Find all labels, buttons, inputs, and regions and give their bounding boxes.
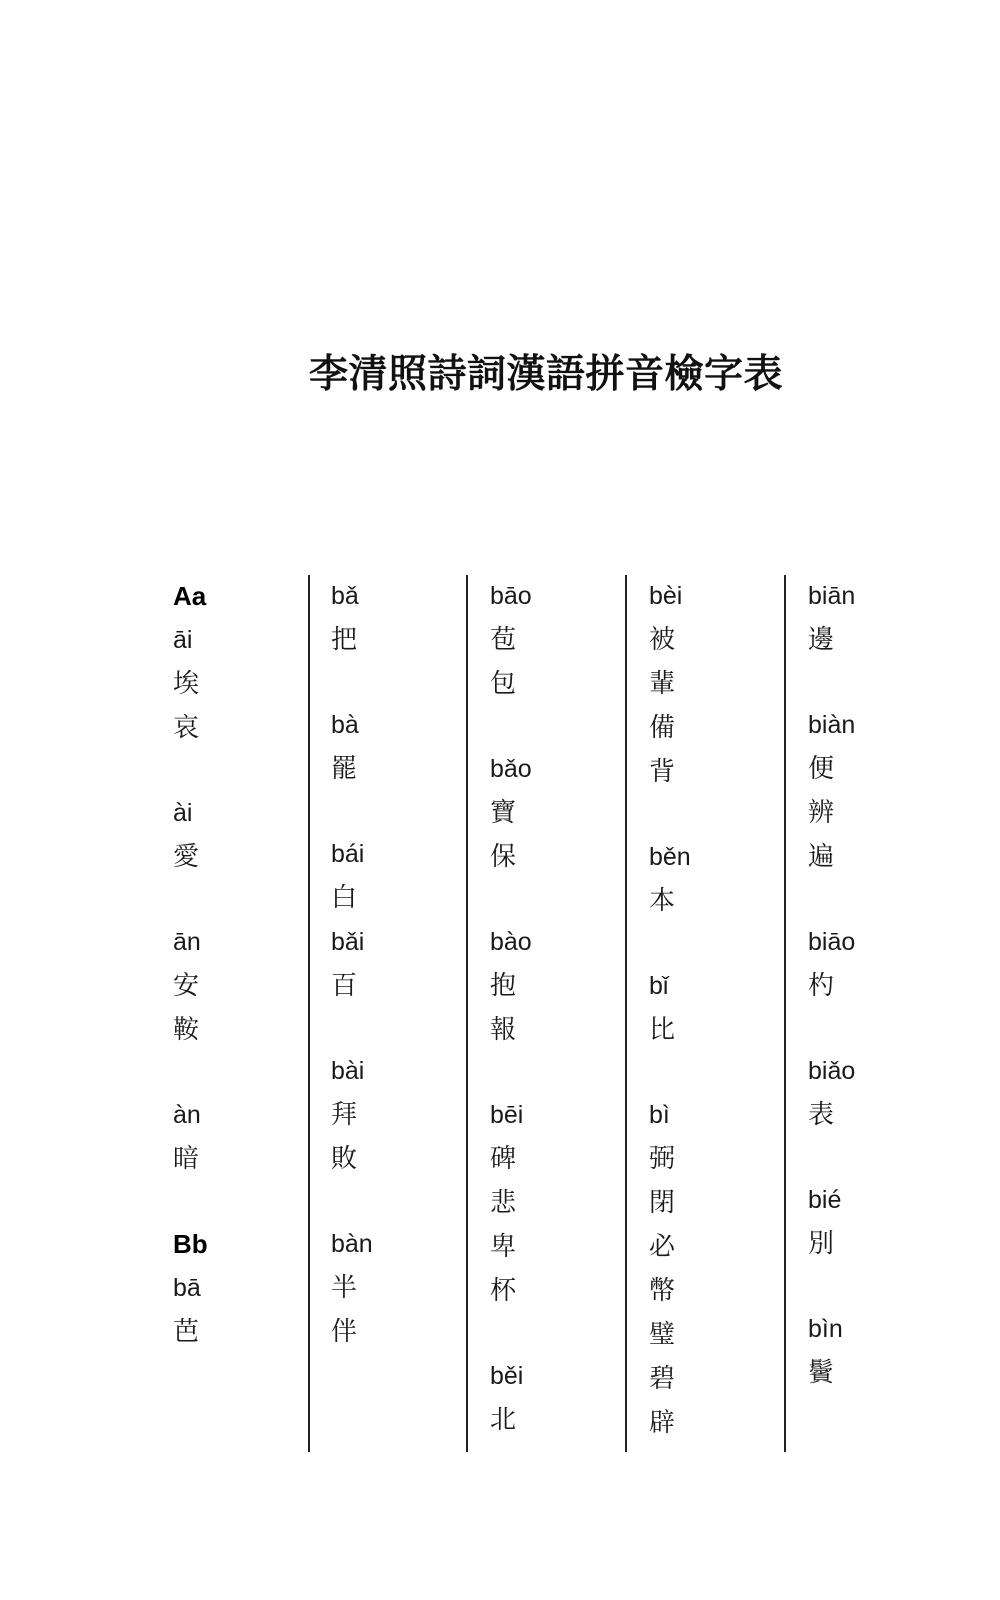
character-entry: 百 (331, 971, 358, 1001)
character-entry: 璧 (649, 1320, 676, 1350)
entry-spacer (331, 1008, 471, 1049)
entry-spacer (490, 706, 630, 747)
column-divider (466, 575, 468, 1452)
index-column-3 (490, 574, 630, 1442)
character-entry: 包 (490, 669, 517, 699)
entry-spacer (808, 1266, 948, 1307)
entry-spacer (490, 1052, 630, 1093)
entry-spacer (808, 1008, 948, 1049)
index-column-5 (808, 574, 948, 1395)
character-entry: 罷 (331, 754, 358, 784)
character-entry: 碧 (649, 1364, 676, 1394)
character-entry: 埃 (173, 669, 200, 699)
entry-spacer (808, 662, 948, 703)
character-entry: 芭 (173, 1317, 200, 1347)
pinyin-heading: biāo (808, 928, 856, 956)
character-entry: 報 (490, 1015, 517, 1045)
index-column-4 (649, 574, 789, 1445)
pinyin-heading: bǎi (331, 928, 365, 956)
character-entry: 辟 (649, 1408, 676, 1438)
character-entry: 卑 (490, 1232, 517, 1262)
pinyin-heading: bìn (808, 1315, 843, 1343)
entry-spacer (331, 791, 471, 832)
character-entry: 拜 (331, 1100, 358, 1130)
entry-spacer (331, 662, 471, 703)
character-entry: 敗 (331, 1144, 358, 1174)
character-entry: 便 (808, 754, 835, 784)
character-entry: 閉 (649, 1188, 676, 1218)
pinyin-heading: bié (808, 1186, 842, 1214)
pinyin-heading: ān (173, 928, 201, 956)
entry-spacer (649, 923, 789, 964)
character-entry: 伴 (331, 1317, 358, 1347)
pinyin-heading: bà (331, 711, 359, 739)
entry-spacer (808, 1137, 948, 1178)
pinyin-heading: bā (173, 1274, 201, 1302)
character-entry: 哀 (173, 713, 200, 743)
column-divider (625, 575, 627, 1452)
pinyin-heading: āi (173, 626, 193, 654)
character-entry: 苞 (490, 625, 517, 655)
column-divider (308, 575, 310, 1452)
entry-spacer (490, 1313, 630, 1354)
character-entry: 本 (649, 886, 676, 916)
character-entry: 備 (649, 713, 676, 743)
entry-spacer (173, 750, 313, 791)
character-entry: 半 (331, 1273, 358, 1303)
character-entry: 碑 (490, 1144, 517, 1174)
pinyin-heading: bèi (649, 582, 683, 610)
pinyin-heading: ài (173, 799, 193, 827)
character-entry: 比 (649, 1015, 676, 1045)
letter-heading: Aa (173, 581, 207, 611)
character-entry: 悲 (490, 1188, 517, 1218)
character-entry: 白 (331, 883, 358, 913)
entry-spacer (808, 879, 948, 920)
character-entry: 杯 (490, 1276, 517, 1306)
pinyin-heading: bāo (490, 582, 532, 610)
character-entry: 辨 (808, 798, 835, 828)
character-entry: 愛 (173, 842, 200, 872)
entry-spacer (331, 1181, 471, 1222)
entry-spacer (490, 879, 630, 920)
character-entry: 寶 (490, 798, 517, 828)
pinyin-heading: běi (490, 1362, 524, 1390)
pinyin-heading: biǎo (808, 1057, 856, 1085)
column-divider (784, 575, 786, 1452)
pinyin-heading: biān (808, 582, 856, 610)
entry-spacer (649, 1052, 789, 1093)
pinyin-heading: bái (331, 840, 365, 868)
character-entry: 遍 (808, 842, 835, 872)
entry-spacer (173, 1181, 313, 1222)
character-entry: 保 (490, 842, 517, 872)
pinyin-heading: bài (331, 1057, 365, 1085)
pinyin-heading: bì (649, 1101, 670, 1129)
character-entry: 抱 (490, 971, 517, 1001)
character-entry: 弼 (649, 1144, 676, 1174)
letter-heading: Bb (173, 1229, 208, 1259)
pinyin-heading: bǐ (649, 972, 669, 1000)
character-entry: 暗 (173, 1144, 200, 1174)
character-entry: 安 (173, 971, 200, 1001)
character-entry: 北 (490, 1405, 517, 1435)
character-entry: 別 (808, 1229, 835, 1259)
pinyin-heading: bǎo (490, 755, 532, 783)
character-entry: 被 (649, 625, 676, 655)
character-entry: 邊 (808, 625, 835, 655)
character-entry: 必 (649, 1232, 676, 1262)
pinyin-heading: bǎ (331, 582, 359, 610)
entry-spacer (649, 794, 789, 835)
entry-spacer (173, 1052, 313, 1093)
pinyin-heading: bào (490, 928, 532, 956)
character-entry: 輩 (649, 669, 676, 699)
character-entry: 背 (649, 757, 676, 787)
pinyin-heading: běn (649, 843, 691, 871)
page-title: 李清照詩詞漢語拼音檢字表 (309, 351, 784, 397)
pinyin-heading: àn (173, 1101, 201, 1129)
character-entry: 杓 (808, 971, 835, 1001)
index-column-2 (331, 574, 471, 1354)
character-entry: 把 (331, 625, 358, 655)
pinyin-heading: bēi (490, 1101, 524, 1129)
character-entry: 鞍 (173, 1015, 200, 1045)
character-entry: 幣 (649, 1276, 676, 1306)
character-entry: 鬢 (808, 1358, 835, 1388)
entry-spacer (173, 879, 313, 920)
index-column-1 (173, 574, 313, 1354)
pinyin-heading: biàn (808, 711, 856, 739)
pinyin-heading: bàn (331, 1230, 373, 1258)
character-entry: 表 (808, 1100, 835, 1130)
